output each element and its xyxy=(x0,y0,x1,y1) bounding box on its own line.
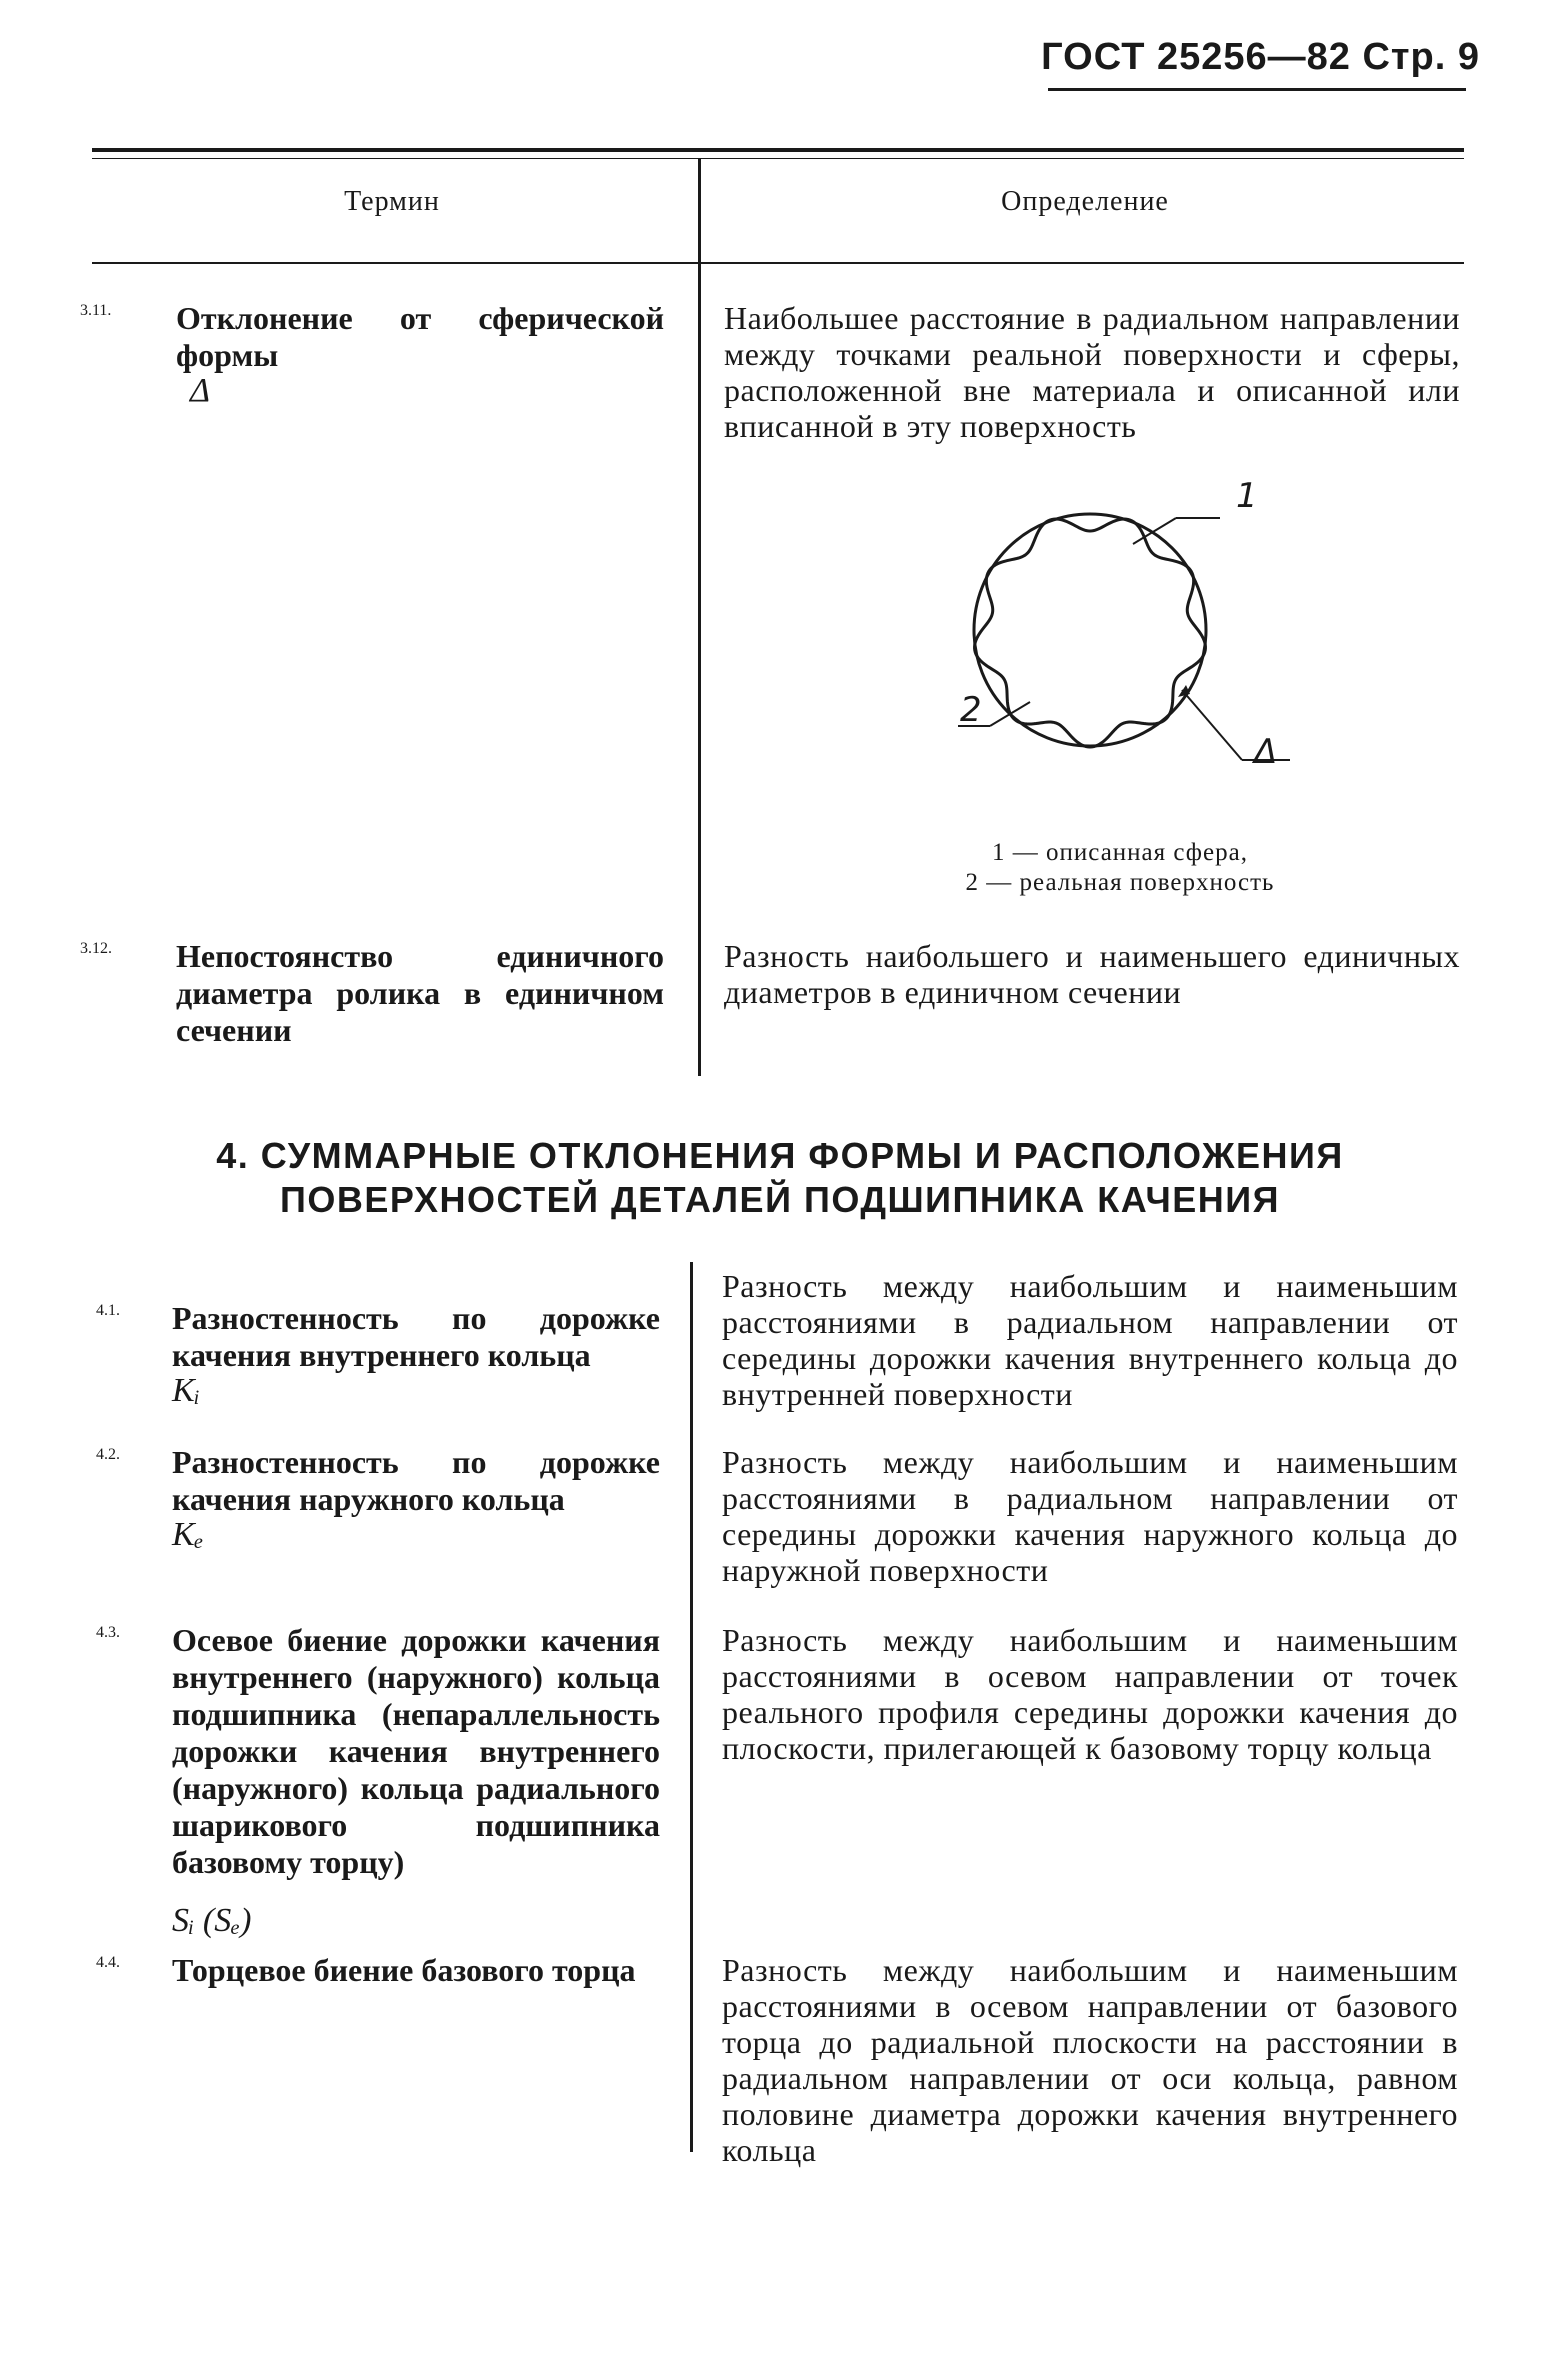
entry-number: 3.12. xyxy=(80,940,112,957)
figure-label-delta: Δ xyxy=(1254,732,1278,772)
figure-label-2: 2 xyxy=(960,690,982,730)
term-symbol: Sᵢ (Sₑ) xyxy=(172,1902,252,1939)
definition: Разность между наибольшим и наименьшим расстояниями в осевом направлении от точек реального профиля середины дорожки качения до плоскости, прилегающей к базовому торцу кольца xyxy=(722,1622,1458,1766)
column-header-terms: Термин xyxy=(344,186,440,217)
term-text: Отклонение от сферической формы xyxy=(176,300,664,373)
term-symbol: Kᵢ xyxy=(172,1372,201,1409)
header-rule xyxy=(1048,88,1466,91)
table-top-rule xyxy=(92,148,1464,152)
column-divider xyxy=(698,158,701,1076)
figure-caption-1: 1 — описанная сфера, xyxy=(992,839,1248,866)
column-divider xyxy=(690,1262,693,2152)
definition: Разность наибольшего и наименьшего единичных диаметров в единичном сечении xyxy=(724,938,1460,1010)
leader-line-1 xyxy=(1133,518,1176,544)
delta-leader xyxy=(1182,690,1242,760)
real-surface xyxy=(975,519,1206,747)
definition: Наибольшее расстояние в радиальном направлении между точками реальной поверхности и сферы, расположенной вне материала и описанной или вписанной в эту поверхность xyxy=(724,300,1460,444)
column-header-definitions: Определение xyxy=(1001,186,1169,217)
definition: Разность между наибольшим и наименьшим расстояниями в осевом направлении от базового торца до радиальной плоскости на расстоянии в радиальном направлении от оси кольца, равном половине диаметра дорожки качения внутреннего кольца xyxy=(722,1952,1458,2168)
term: Разностенность по дорожке качения внутреннего кольца xyxy=(172,1300,660,1373)
page-header: ГОСТ 25256—82 Стр. 9 xyxy=(1041,36,1480,78)
term xyxy=(176,300,664,374)
definition: Разность между наибольшим и наименьшим расстояниями в радиальном направлении от середины дорожки качения наружного кольца до наружной поверхности xyxy=(722,1444,1458,1588)
term: Осевое биение дорожки качения внутреннего (наружного) кольца подшипника (непараллельность дорожки качения внутреннего (наружного) кольца радиального шарикового подшипника базовому торцу) xyxy=(172,1622,660,1880)
figure-label-1: 1 xyxy=(1236,476,1258,516)
entry-number: 4.4. xyxy=(96,1954,120,1971)
figure-caption-2: 2 — реальная поверхность xyxy=(965,869,1275,896)
entry-number: 4.2. xyxy=(96,1446,120,1463)
section-title: 4. СУММАРНЫЕ ОТКЛОНЕНИЯ ФОРМЫ И РАСПОЛОЖЕНИЯ ПОВЕРХНОСТЕЙ ДЕТАЛЕЙ ПОДШИПНИКА КАЧЕНИЯ xyxy=(216,1135,1344,1220)
term: Торцевое биение базового торца xyxy=(172,1952,636,1988)
delta-arrow xyxy=(1178,685,1190,697)
entry-number: 3.11. xyxy=(80,302,112,319)
entry-number: 4.3. xyxy=(96,1624,120,1641)
term: Непостоянство единичного диаметра ролика в единичном сечении xyxy=(176,938,664,1048)
term-symbol: Δ xyxy=(190,372,210,409)
term-symbol: Kₑ xyxy=(172,1516,204,1553)
entry-number: 4.1. xyxy=(96,1302,120,1319)
definition: Разность между наибольшим и наименьшим расстояниями в радиальном направлении от середины дорожки качения внутреннего кольца до внутренней поверхности xyxy=(722,1268,1458,1412)
term: Разностенность по дорожке качения наружного кольца xyxy=(172,1444,660,1517)
table-top-rule-thin xyxy=(92,158,1464,159)
table-header-rule xyxy=(92,262,1464,264)
